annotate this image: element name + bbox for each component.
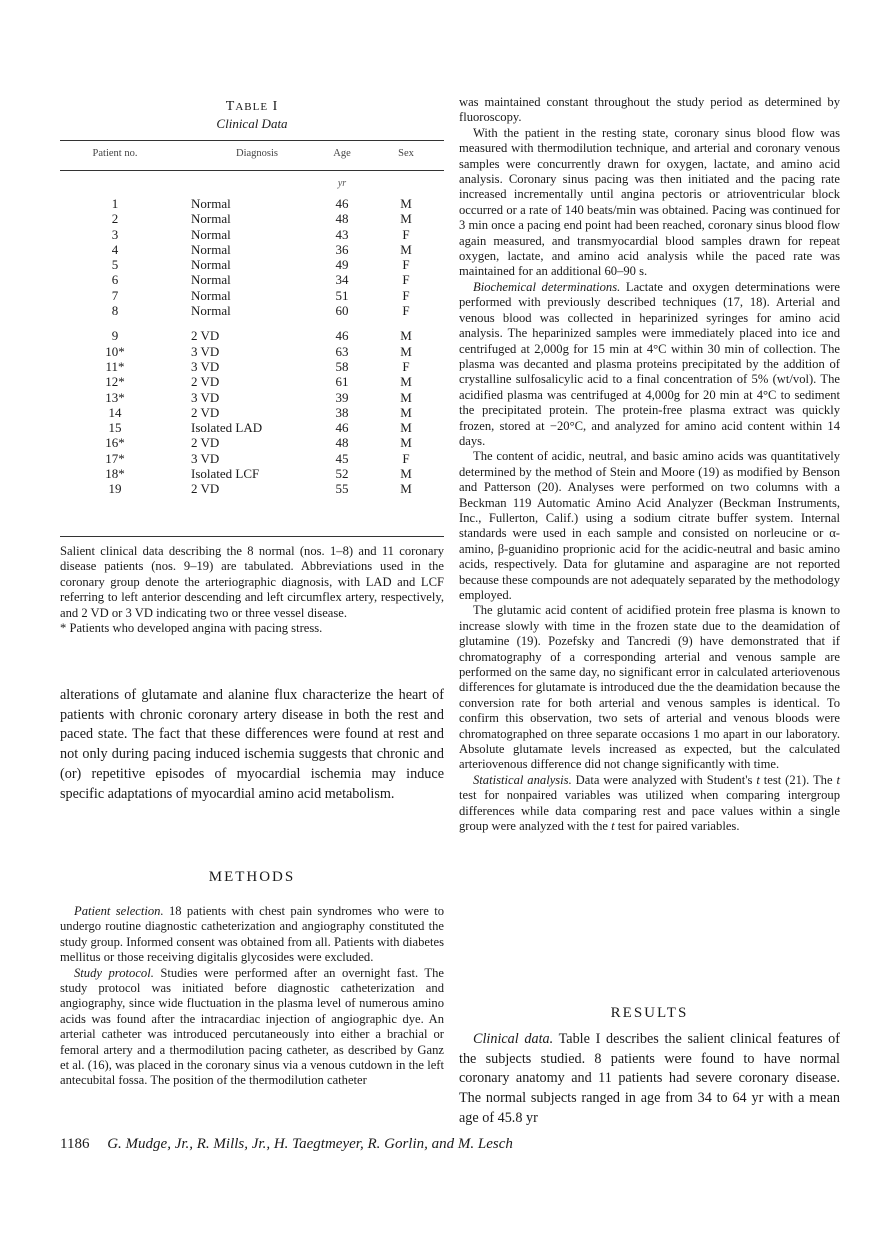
intro-paragraph: alterations of glutamate and alanine flux characterize the heart of patients with chronic coronary artery disease in both the rest and paced state. The fact that these differences were found at rest and not only during pacing induced ischemia suggests that chronic and (or) repetitive episodes of myocardial ischemia may induce specific adaptations of myocardial amino acid metabolism. bbox=[60, 687, 444, 802]
table-row bbox=[60, 451, 444, 466]
sex-cell: M bbox=[400, 196, 412, 211]
table-footnote: * Patients who developed angina with pacing stress. bbox=[60, 621, 323, 636]
diagnosis-cell: 2 VD bbox=[191, 374, 220, 390]
patient-number-cell: 6 bbox=[111, 272, 119, 288]
age-cell: 46 bbox=[335, 420, 349, 436]
age-cell: 52 bbox=[335, 466, 349, 482]
sex-cell: F bbox=[402, 226, 410, 242]
table-row bbox=[60, 211, 444, 226]
header-patient-no: Patient no. bbox=[92, 148, 138, 159]
diagnosis-cell: 3 VD bbox=[191, 358, 220, 374]
age-cell: 58 bbox=[335, 358, 349, 374]
table-row bbox=[60, 344, 444, 359]
results-heading: RESULTS bbox=[610, 1005, 689, 1021]
patient-number-cell: 4 bbox=[111, 241, 119, 257]
patient-number-cell: 14 bbox=[108, 404, 122, 420]
statistics-heading: Statistical analysis. bbox=[473, 772, 572, 787]
table-row bbox=[60, 390, 444, 405]
diagnosis-cell: Normal bbox=[191, 196, 231, 211]
methods-text bbox=[60, 904, 444, 1089]
table-row bbox=[60, 481, 444, 496]
age-cell: 49 bbox=[335, 257, 349, 273]
sex-cell: M bbox=[400, 328, 412, 344]
table-row bbox=[60, 257, 444, 272]
right-column-text bbox=[459, 95, 840, 835]
age-cell: 34 bbox=[335, 272, 349, 288]
patient-number-cell: 15 bbox=[108, 420, 122, 436]
age-cell: 43 bbox=[335, 226, 349, 242]
sex-cell: M bbox=[400, 420, 412, 436]
paragraph-fluoroscopy: was maintained constant throughout the study period as determined by fluoroscopy. bbox=[459, 95, 840, 125]
header-sex: Sex bbox=[398, 148, 414, 159]
age-cell: 39 bbox=[335, 389, 349, 405]
page-number: 1186 bbox=[60, 1136, 90, 1152]
diagnosis-cell: Normal bbox=[191, 272, 231, 288]
sex-cell: M bbox=[400, 389, 412, 405]
patient-selection-heading: Patient selection. bbox=[74, 904, 164, 918]
patient-selection-paragraph: Patient selection. 18 patients with chest pain syndromes who were to undergo routine diagnostic catheterization and angiography constituted the study group. Informed consent was obtained from all. Patients with diabetes mellitus or those receiving digitalis glycosides were excluded. bbox=[60, 904, 444, 965]
diagnosis-cell: Normal bbox=[191, 257, 231, 273]
age-cell: 38 bbox=[335, 404, 349, 420]
table-bottom-rule bbox=[60, 536, 444, 537]
diagnosis-cell: 3 VD bbox=[191, 343, 220, 359]
diagnosis-cell: 2 VD bbox=[191, 328, 220, 344]
paragraph-amino-acids: The content of acidic, neutral, and basic amino acids was quantitatively determined by the method of Stein and Moore (19) as modified by Benson and Patterson (20). Analyses were performed on two columns with a Beckman 119 Automatic Amino Acid Analyzer (Beckman Instruments, Inc., Fullerton, Calif.) using a sodium citrate buffer system. Internal standards were used in each sample and consisted on norleucine or α-amino, β-guanidino proprionic acid for the acidic-neutral and basic amino acids, respectively. Data for glutamine and asparagine are not reported because these compounds are not adequately separated by the methodology employed. bbox=[459, 449, 840, 602]
table-top-rule bbox=[60, 140, 444, 141]
results-paragraph: Clinical data. Table I describes the salient clinical features of the subjects studied. 8 patients were found to have normal coronary anatomy and 11 patients had severe coronary disease. The normal subjects ranged in age from 34 to 64 yr with a mean age of 45.8 yr bbox=[459, 1031, 840, 1126]
sex-cell: M bbox=[400, 211, 412, 227]
age-cell: 46 bbox=[335, 328, 349, 344]
paragraph-statistics: Statistical analysis. Data were analyzed with Student's t test (21). The t test for nonpaired variables was utilized when comparing intergroup differences while data comparing rest and pace values within a single group were analyzed with the t test for paired variables. bbox=[459, 772, 840, 834]
patient-number-cell: 18* bbox=[105, 466, 125, 482]
diagnosis-cell: 3 VD bbox=[191, 389, 220, 405]
table-row bbox=[60, 420, 444, 435]
patient-number-cell: 9 bbox=[111, 328, 119, 344]
patient-number-cell: 2 bbox=[111, 211, 119, 227]
diagnosis-cell: Normal bbox=[191, 226, 231, 242]
author-line: G. Mudge, Jr., R. Mills, Jr., H. Taegtmeyer, R. Gorlin, and M. Lesch bbox=[107, 1136, 513, 1152]
sex-cell: M bbox=[400, 241, 412, 257]
diagnosis-cell: Normal bbox=[191, 303, 231, 319]
table-row bbox=[60, 272, 444, 287]
sex-cell: M bbox=[400, 343, 412, 359]
table-row bbox=[60, 303, 444, 318]
table-row bbox=[60, 242, 444, 257]
patient-number-cell: 3 bbox=[111, 226, 119, 242]
age-cell: 48 bbox=[335, 211, 349, 227]
clinical-data-heading: Clinical data. bbox=[473, 1031, 554, 1047]
table-note: Salient clinical data describing the 8 normal (nos. 1–8) and 11 coronary disease patients (nos. 9–19) are tabulated. Abbreviations used in the coronary group denote the arteriographic diagnosis, with LAD and LCF referring to left anterior descending and left circumflex artery, respectively, and 2 VD or 3 VD indicating two or three vessel disease. bbox=[60, 544, 444, 620]
table-row bbox=[60, 359, 444, 374]
sex-cell: M bbox=[400, 374, 412, 390]
sex-cell: F bbox=[402, 450, 410, 466]
sex-cell: F bbox=[402, 303, 410, 319]
table-subtitle: Clinical Data bbox=[216, 116, 288, 131]
paragraph-biochemical: Biochemical determinations. Lactate and oxygen determinations were performed with previously described techniques (17, 18). Arterial and venous blood was collected in heparinized syringes for amino acid analysis. The heparinized samples were immediately placed into ice and centrifuged at 2,000g for 15 min at 4°C within 30 min of collection. The plasma was decanted and plasma proteins precipitated by the addition of crystalline sulfosalicylic acid to a final concentration of 5% (wt/vol). The acidified plasma was centrifuged at 4,000g for 20 min at 4°C to sediment the precipitated protein. The protein-free plasma extract was quickly frozen, stored at −20°C, and analyzed for amino acid content within 14 days. bbox=[459, 279, 840, 448]
paragraph-protocol: With the patient in the resting state, coronary sinus blood flow was measured with thermodilution technique, and arterial and coronary venous samples were concurrently drawn for oxygen, lactate, and amino acid analysis. Coronary sinus pacing was then initiated and the pacing rate increased incrementally until angina pectoris or atrioventricular block occurred or a rate of 140 beats/min was obtained. Pacing was continued for 3 min once a pacing end point had been reached, coronary sinus blood flow again measured, and transmyocardial blood samples drawn for repeat oxygen, lactate, and amino acid analysis while the paced rate was maintained for an additional 60–90 s. bbox=[459, 125, 840, 279]
age-unit: yr bbox=[337, 178, 347, 189]
age-cell: 60 bbox=[335, 303, 349, 319]
diagnosis-cell: 3 VD bbox=[191, 450, 220, 466]
header-age: Age bbox=[333, 148, 351, 159]
paragraph-glutamic-acid: The glutamic acid content of acidified protein free plasma is known to increase slowly with time in the frozen state due to the deamidation of glutamine (19). Pozefsky and Tancredi (9) have demonstrated that if chromatography of a corresponding arterial and venous sample are performed on the same day, no significant error in calculated arteriovenous differences for glutamate is introduced due the the deamidation because the conversion rate for both arterial and venous samples is identical. To confirm this observation, two sets of arterial and venous bloods were chromatographed on three separate occasions 1 mo apart in our laboratory. Absolute glutamate levels increased as expected, but the calculated arteriovenous difference did not change significantly with time. bbox=[459, 603, 840, 772]
diagnosis-cell: 2 VD bbox=[191, 481, 220, 497]
patient-number-cell: 1 bbox=[111, 196, 119, 211]
patient-number-cell: 7 bbox=[111, 287, 119, 303]
diagnosis-cell: Isolated LCF bbox=[191, 466, 260, 482]
table-row bbox=[60, 328, 444, 343]
study-protocol-paragraph: Study protocol. Studies were performed after an overnight fast. The study protocol was initiated before diagnostic catheterization and angiography, since wide fluctuation in the plasma level of numerous amino acids was found after the intracardiac injection of angiographic dye. An arterial catheter was introduced percutaneously into either a brachial or femoral artery and a thermodilution pacing catheter, as described by Ganz et al. (16), was placed in the coronary sinus via a venous cutdown in the left antecubital fossa. The position of the thermodilution catheter bbox=[60, 965, 444, 1088]
methods-heading: METHODS bbox=[208, 869, 296, 885]
patient-number-cell: 17* bbox=[105, 450, 125, 466]
sex-cell: M bbox=[400, 435, 412, 451]
diagnosis-cell: 2 VD bbox=[191, 404, 220, 420]
table-row bbox=[60, 405, 444, 420]
table-row bbox=[60, 288, 444, 303]
patient-number-cell: 5 bbox=[111, 257, 119, 273]
table-row bbox=[60, 435, 444, 450]
patient-number-cell: 10* bbox=[105, 343, 125, 359]
diagnosis-cell: Normal bbox=[191, 241, 231, 257]
sex-cell: F bbox=[402, 287, 410, 303]
patient-number-cell: 8 bbox=[111, 303, 119, 319]
age-cell: 55 bbox=[335, 481, 349, 497]
age-cell: 36 bbox=[335, 241, 349, 257]
patient-number-cell: 16* bbox=[105, 435, 125, 451]
diagnosis-cell: Normal bbox=[191, 211, 231, 227]
table-row bbox=[60, 374, 444, 389]
age-cell: 48 bbox=[335, 435, 349, 451]
sex-cell: F bbox=[402, 272, 410, 288]
sex-cell: M bbox=[400, 404, 412, 420]
table-body bbox=[60, 196, 444, 497]
age-cell: 46 bbox=[335, 196, 349, 211]
age-cell: 45 bbox=[335, 450, 349, 466]
header-diagnosis: Diagnosis bbox=[236, 148, 278, 159]
sex-cell: F bbox=[402, 257, 410, 273]
age-cell: 61 bbox=[335, 374, 349, 390]
diagnosis-cell: Normal bbox=[191, 287, 231, 303]
patient-number-cell: 11* bbox=[105, 358, 125, 374]
age-cell: 63 bbox=[335, 343, 349, 359]
study-protocol-heading: Study protocol. bbox=[74, 965, 154, 980]
patient-number-cell: 12* bbox=[105, 374, 125, 390]
page-footer bbox=[60, 1136, 850, 1153]
patient-number-cell: 19 bbox=[108, 481, 122, 497]
diagnosis-cell: Isolated LAD bbox=[191, 420, 263, 436]
sex-cell: F bbox=[402, 358, 410, 374]
table-row bbox=[60, 196, 444, 211]
patient-number-cell: 13* bbox=[105, 389, 125, 405]
diagnosis-cell: 2 VD bbox=[191, 435, 220, 451]
sex-cell: M bbox=[400, 481, 412, 497]
age-cell: 51 bbox=[335, 287, 349, 303]
sex-cell: M bbox=[400, 466, 412, 482]
table-notes bbox=[60, 544, 444, 636]
table-row bbox=[60, 227, 444, 242]
table-row bbox=[60, 466, 444, 481]
table-title: TABLE I bbox=[225, 99, 279, 114]
table-header-rule bbox=[60, 170, 444, 171]
biochemical-heading: Biochemical determinations. bbox=[473, 279, 621, 294]
